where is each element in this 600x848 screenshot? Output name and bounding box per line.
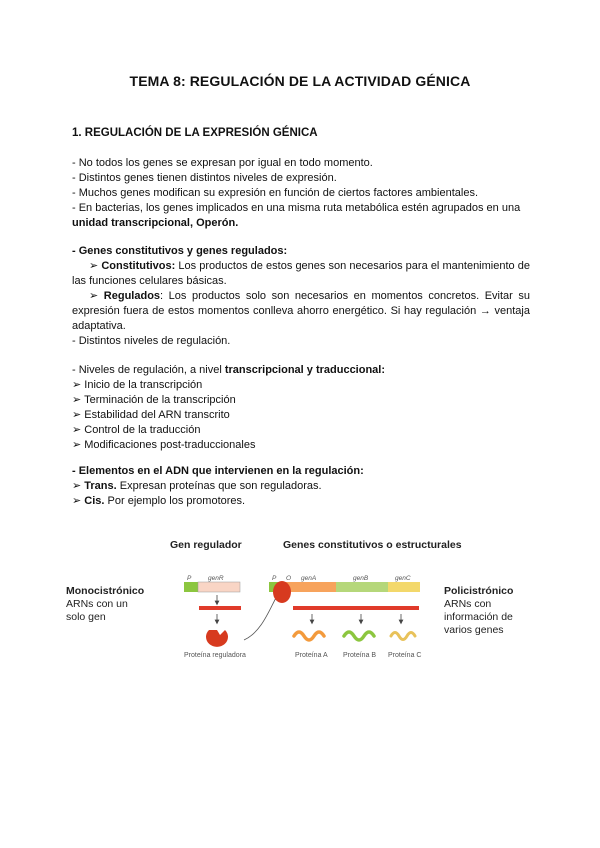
constitutivos-label: Constitutivos: bbox=[101, 260, 176, 272]
bullet: - Muchos genes modifican su expresión en función de ciertos factores ambientales. bbox=[72, 187, 478, 199]
mrna-bar bbox=[199, 606, 241, 610]
protein-a-shape bbox=[294, 632, 324, 640]
operon-text: unidad transcripcional, Operón. bbox=[72, 217, 239, 229]
genes-constitutivos-label: Genes constitutivos o estructurales bbox=[283, 539, 462, 551]
arrow-bullet-icon: ➢ bbox=[89, 290, 99, 302]
section-heading: 1. REGULACIÓN DE LA EXPRESIÓN GÉNICA bbox=[72, 127, 318, 139]
prot-b-label: Proteína B bbox=[343, 652, 377, 659]
constitutivos-paragraph bbox=[72, 259, 530, 289]
regulados-text: : Los productos solo son necesarios en momentos concretos. Evitar su expresión fuera de estos momentos conlleva ahorro energético. Si hay regulación → ventaja adaptativa. bbox=[72, 290, 530, 332]
genc-label: genC bbox=[395, 575, 411, 582]
genes-heading: - Genes constitutivos y genes regulados: bbox=[72, 245, 288, 257]
genr-label: genR bbox=[208, 575, 224, 582]
niveles-text: - Distintos niveles de regulación. bbox=[72, 335, 231, 347]
mrna-bar bbox=[293, 606, 419, 610]
elements-section bbox=[72, 464, 530, 509]
trans-label: Trans. bbox=[84, 480, 117, 492]
level-item: ➢ Estabilidad del ARN transcrito bbox=[72, 409, 230, 421]
curved-arrow bbox=[244, 594, 278, 640]
levels-intro-bold: transcripcional y traduccional: bbox=[224, 364, 386, 376]
level-item: ➢ Inicio de la transcripción bbox=[72, 379, 203, 391]
o-label: O bbox=[286, 575, 292, 582]
prot-a-label: Proteína A bbox=[295, 652, 328, 659]
genes-section bbox=[72, 244, 530, 349]
genc-segment bbox=[388, 582, 420, 592]
genb-segment bbox=[336, 582, 388, 592]
levels-intro bbox=[72, 363, 530, 378]
poli-line: varios genes bbox=[444, 624, 504, 636]
gene-regulation-figure bbox=[66, 536, 536, 671]
regulatory-protein-shape bbox=[206, 630, 228, 647]
prot-reg-label: Proteína reguladora bbox=[184, 652, 246, 659]
prot-c-label: Proteína C bbox=[388, 652, 422, 659]
poli-title: Policistrónico bbox=[444, 585, 514, 597]
bullet: - Distintos genes tienen distintos niveles de expresión. bbox=[72, 172, 337, 184]
genb-label: genB bbox=[353, 575, 369, 582]
gen-regulador-label: Gen regulador bbox=[170, 539, 242, 551]
intro-bullets bbox=[72, 156, 530, 231]
mono-line: ARNs con un bbox=[66, 598, 128, 610]
regulados-paragraph bbox=[72, 289, 530, 334]
levels-section bbox=[72, 363, 530, 453]
level-item: ➢ Control de la traducción bbox=[72, 424, 201, 436]
level-item: ➢ Terminación de la transcripción bbox=[72, 394, 236, 406]
mono-title: Monocistrónico bbox=[66, 585, 145, 597]
levels-intro-text: - Niveles de regulación, a nivel bbox=[72, 364, 225, 376]
cis-item bbox=[72, 494, 530, 509]
operator-repressor-shape bbox=[273, 581, 291, 603]
bullet: - No todos los genes se expresan por igual en todo momento. bbox=[72, 157, 373, 169]
genr-segment bbox=[198, 582, 240, 592]
bullet: - En bacterias, los genes implicados en una misma ruta metabólica estén agrupados en una bbox=[72, 202, 521, 214]
page-title: TEMA 8: REGULACIÓN DE LA ACTIVIDAD GÉNICA bbox=[129, 73, 471, 89]
trans-item bbox=[72, 479, 530, 494]
mono-line: solo gen bbox=[66, 611, 106, 623]
poli-line: información de bbox=[444, 611, 513, 623]
protein-b-shape bbox=[344, 632, 374, 640]
cis-text: Por ejemplo los promotores. bbox=[104, 495, 246, 507]
promoter-segment bbox=[184, 582, 198, 592]
diagram-svg bbox=[66, 536, 536, 671]
cis-label: Cis. bbox=[84, 495, 105, 507]
arrow-bullet-icon: ➢ bbox=[72, 495, 82, 507]
constitutivos-text: Los productos de estos genes son necesarios para el mantenimiento de las funciones celulares básicas. bbox=[72, 260, 530, 287]
arrow-bullet-icon: ➢ bbox=[72, 480, 82, 492]
regulados-label: Regulados bbox=[103, 290, 161, 302]
gena-label: genA bbox=[301, 575, 317, 582]
poli-line: ARNs con bbox=[444, 598, 492, 610]
elements-heading: - Elementos en el ADN que intervienen en la regulación: bbox=[72, 465, 364, 477]
protein-c-shape bbox=[391, 633, 415, 640]
p-label: P bbox=[272, 575, 277, 582]
level-item: ➢ Modificaciones post-traduccionales bbox=[72, 439, 256, 451]
p-label: P bbox=[187, 575, 192, 582]
arrow-bullet-icon: ➢ bbox=[89, 260, 99, 272]
trans-text: Expresan proteínas que son reguladoras. bbox=[116, 480, 322, 492]
